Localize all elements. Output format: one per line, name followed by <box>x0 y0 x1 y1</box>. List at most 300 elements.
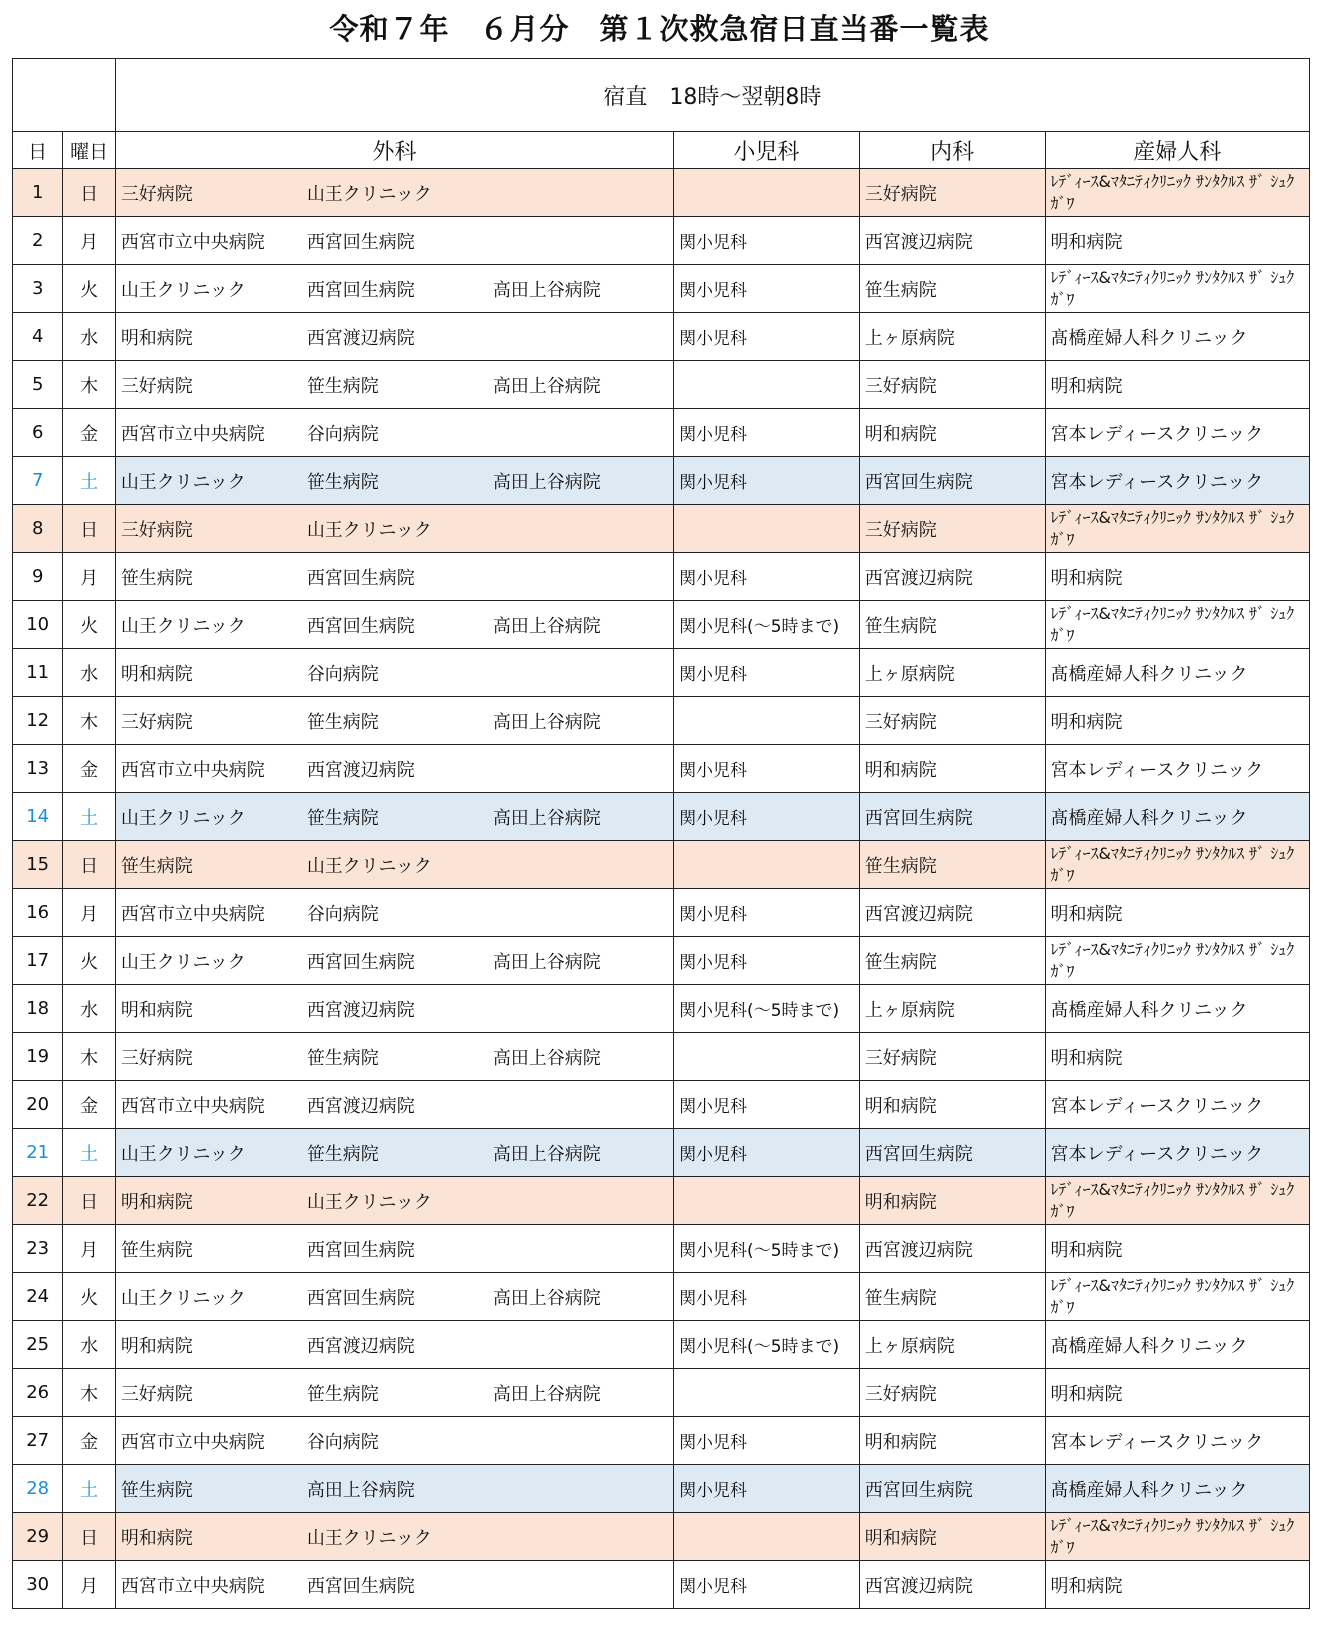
internal-cell: 西宮回生病院 <box>859 1129 1045 1177</box>
obgyn-hospital: 明和病院 <box>1050 1047 1123 1069</box>
surgery-hospital: 谷向病院 <box>306 423 379 445</box>
surgery-cell <box>115 1129 673 1177</box>
col-header-weekday: 曜日 <box>63 132 115 169</box>
surgery-cell <box>115 1321 673 1369</box>
surgery-cell <box>115 1273 673 1321</box>
obgyn-hospital: 明和病院 <box>1050 711 1123 733</box>
pediatrics-hospital: 関小児科 <box>679 1577 748 1597</box>
surgery-hospital: 西宮市立中央病院 <box>120 231 265 253</box>
obgyn-cell <box>1045 1129 1309 1177</box>
table-row <box>13 1417 1310 1465</box>
surgery-cell <box>115 1561 673 1609</box>
surgery-hospital: 山王クリニック <box>306 855 432 877</box>
obgyn-cell <box>1045 1033 1309 1081</box>
pediatrics-hospital: 関小児科(～5時まで) <box>679 1337 840 1357</box>
surgery-cell <box>115 697 673 745</box>
day-cell: 6 <box>13 409 63 457</box>
weekday-cell: 木 <box>63 1369 115 1417</box>
surgery-hospital: 笹生病院 <box>120 1479 193 1501</box>
day-cell: 10 <box>13 601 63 649</box>
duty-roster-table <box>12 58 1310 1609</box>
obgyn-cell <box>1045 1369 1309 1417</box>
obgyn-hospital: 明和病院 <box>1050 231 1123 253</box>
pediatrics-cell <box>674 1129 860 1177</box>
obgyn-cell <box>1045 1321 1309 1369</box>
surgery-cell <box>115 1177 673 1225</box>
surgery-hospital: 明和病院 <box>120 1191 193 1213</box>
obgyn-cell <box>1045 1561 1309 1609</box>
table-row <box>13 1369 1310 1417</box>
surgery-hospital: 谷向病院 <box>306 903 379 925</box>
page-title: 令和７年 ６月分 第１次救急宿日直当番一覧表 <box>329 12 990 46</box>
obgyn-cell <box>1045 265 1309 313</box>
day-cell: 17 <box>13 937 63 985</box>
obgyn-hospital: ﾚﾃﾞｨｰｽ&ﾏﾀﾆﾃｨｸﾘﾆｯｸ ｻﾝﾀｸﾙｽ ｻﾞ ｼｭｸｶﾞﾜ <box>1050 1275 1295 1317</box>
surgery-hospital: 高田上谷病院 <box>492 1047 601 1069</box>
surgery-hospital: 三好病院 <box>120 1383 193 1405</box>
pediatrics-cell <box>674 1513 860 1561</box>
surgery-hospital: 高田上谷病院 <box>492 375 601 397</box>
obgyn-cell <box>1045 1273 1309 1321</box>
surgery-cell <box>115 601 673 649</box>
pediatrics-hospital: 関小児科 <box>679 809 748 829</box>
table-row <box>13 1321 1310 1369</box>
pediatrics-cell <box>674 361 860 409</box>
surgery-hospital: 西宮回生病院 <box>306 1239 415 1261</box>
surgery-hospital: 西宮回生病院 <box>306 279 415 301</box>
obgyn-hospital: 髙橋産婦人科クリニック <box>1050 999 1248 1021</box>
surgery-cell <box>115 169 673 217</box>
table-row <box>13 889 1310 937</box>
surgery-cell <box>115 1417 673 1465</box>
surgery-hospital: 三好病院 <box>120 183 193 205</box>
weekday-cell: 土 <box>63 1465 115 1513</box>
obgyn-cell <box>1045 169 1309 217</box>
obgyn-hospital: 髙橋産婦人科クリニック <box>1050 663 1248 685</box>
surgery-hospital: 笹生病院 <box>120 1239 193 1261</box>
obgyn-hospital: ﾚﾃﾞｨｰｽ&ﾏﾀﾆﾃｨｸﾘﾆｯｸ ｻﾝﾀｸﾙｽ ｻﾞ ｼｭｸｶﾞﾜ <box>1050 939 1295 981</box>
pediatrics-hospital: 関小児科 <box>679 1481 748 1501</box>
day-cell: 5 <box>13 361 63 409</box>
surgery-hospital: 西宮回生病院 <box>306 1575 415 1597</box>
surgery-hospital: 高田上谷病院 <box>492 1383 601 1405</box>
table-row <box>13 793 1310 841</box>
obgyn-hospital: ﾚﾃﾞｨｰｽ&ﾏﾀﾆﾃｨｸﾘﾆｯｸ ｻﾝﾀｸﾙｽ ｻﾞ ｼｭｸｶﾞﾜ <box>1050 171 1295 213</box>
weekday-cell: 金 <box>63 1081 115 1129</box>
col-header-pediatrics: 小児科 <box>674 132 860 169</box>
surgery-hospital: 西宮市立中央病院 <box>120 423 265 445</box>
pediatrics-hospital: 関小児科 <box>679 425 748 445</box>
surgery-hospital: 西宮市立中央病院 <box>120 759 265 781</box>
internal-cell: 西宮回生病院 <box>859 793 1045 841</box>
day-cell: 2 <box>13 217 63 265</box>
obgyn-hospital: 明和病院 <box>1050 1383 1123 1405</box>
surgery-hospital: 明和病院 <box>120 663 193 685</box>
obgyn-cell <box>1045 649 1309 697</box>
table-row <box>13 697 1310 745</box>
surgery-cell <box>115 409 673 457</box>
pediatrics-hospital: 関小児科 <box>679 1289 748 1309</box>
day-cell: 19 <box>13 1033 63 1081</box>
pediatrics-hospital: 関小児科(～5時まで) <box>679 1241 840 1261</box>
table-row <box>13 601 1310 649</box>
surgery-hospital: 高田上谷病院 <box>492 279 601 301</box>
pediatrics-cell <box>674 793 860 841</box>
table-row <box>13 169 1310 217</box>
obgyn-cell <box>1045 1081 1309 1129</box>
day-cell: 9 <box>13 553 63 601</box>
obgyn-cell <box>1045 409 1309 457</box>
pediatrics-hospital: 関小児科 <box>679 1145 748 1165</box>
pediatrics-cell <box>674 1465 860 1513</box>
day-cell: 18 <box>13 985 63 1033</box>
pediatrics-hospital: 関小児科 <box>679 1097 748 1117</box>
obgyn-cell <box>1045 793 1309 841</box>
pediatrics-cell <box>674 649 860 697</box>
surgery-cell <box>115 793 673 841</box>
table-row <box>13 1081 1310 1129</box>
pediatrics-cell <box>674 1273 860 1321</box>
column-header-row <box>13 132 1310 169</box>
pediatrics-hospital: 関小児科(～5時まで) <box>679 1001 840 1021</box>
day-cell: 21 <box>13 1129 63 1177</box>
weekday-cell: 月 <box>63 889 115 937</box>
obgyn-cell <box>1045 985 1309 1033</box>
obgyn-hospital: 宮本レディースクリニック <box>1050 759 1264 781</box>
pediatrics-cell <box>674 1225 860 1273</box>
obgyn-cell <box>1045 553 1309 601</box>
weekday-cell: 金 <box>63 409 115 457</box>
surgery-hospital: 高田上谷病院 <box>492 615 601 637</box>
table-row <box>13 985 1310 1033</box>
obgyn-cell <box>1045 1513 1309 1561</box>
pediatrics-cell <box>674 745 860 793</box>
internal-cell: 笹生病院 <box>859 601 1045 649</box>
header-blank-cell <box>13 59 116 132</box>
obgyn-hospital: ﾚﾃﾞｨｰｽ&ﾏﾀﾆﾃｨｸﾘﾆｯｸ ｻﾝﾀｸﾙｽ ｻﾞ ｼｭｸｶﾞﾜ <box>1050 603 1295 645</box>
day-cell: 28 <box>13 1465 63 1513</box>
internal-cell: 西宮渡辺病院 <box>859 553 1045 601</box>
internal-cell: 三好病院 <box>859 1033 1045 1081</box>
table-row <box>13 1177 1310 1225</box>
pediatrics-cell <box>674 1177 860 1225</box>
surgery-hospital: 笹生病院 <box>306 1383 379 1405</box>
obgyn-cell <box>1045 745 1309 793</box>
obgyn-hospital: ﾚﾃﾞｨｰｽ&ﾏﾀﾆﾃｨｸﾘﾆｯｸ ｻﾝﾀｸﾙｽ ｻﾞ ｼｭｸｶﾞﾜ <box>1050 1515 1295 1557</box>
surgery-hospital: 山王クリニック <box>306 1527 432 1549</box>
pediatrics-cell <box>674 1081 860 1129</box>
shift-label: 宿直 18時～翌朝8時 <box>115 59 1309 132</box>
obgyn-hospital: 明和病院 <box>1050 375 1123 397</box>
day-cell: 7 <box>13 457 63 505</box>
day-cell: 8 <box>13 505 63 553</box>
day-cell: 1 <box>13 169 63 217</box>
weekday-cell: 木 <box>63 697 115 745</box>
surgery-hospital: 山王クリニック <box>120 279 246 301</box>
obgyn-cell <box>1045 1465 1309 1513</box>
table-row <box>13 841 1310 889</box>
col-header-obgyn: 産婦人科 <box>1045 132 1309 169</box>
obgyn-cell <box>1045 1225 1309 1273</box>
pediatrics-cell <box>674 841 860 889</box>
table-row <box>13 505 1310 553</box>
surgery-cell <box>115 505 673 553</box>
table-row <box>13 745 1310 793</box>
surgery-hospital: 西宮渡辺病院 <box>306 1335 415 1357</box>
obgyn-hospital: 宮本レディースクリニック <box>1050 1431 1264 1453</box>
weekday-cell: 月 <box>63 553 115 601</box>
surgery-hospital: 西宮市立中央病院 <box>120 1431 265 1453</box>
shift-header-row <box>13 59 1310 132</box>
weekday-cell: 水 <box>63 985 115 1033</box>
pediatrics-hospital: 関小児科 <box>679 329 748 349</box>
obgyn-hospital: 髙橋産婦人科クリニック <box>1050 807 1248 829</box>
internal-cell: 明和病院 <box>859 409 1045 457</box>
surgery-hospital: 西宮市立中央病院 <box>120 903 265 925</box>
table-row <box>13 553 1310 601</box>
obgyn-hospital: ﾚﾃﾞｨｰｽ&ﾏﾀﾆﾃｨｸﾘﾆｯｸ ｻﾝﾀｸﾙｽ ｻﾞ ｼｭｸｶﾞﾜ <box>1050 843 1295 885</box>
obgyn-cell <box>1045 601 1309 649</box>
surgery-hospital: 山王クリニック <box>306 519 432 541</box>
table-row <box>13 649 1310 697</box>
weekday-cell: 土 <box>63 793 115 841</box>
surgery-hospital: 高田上谷病院 <box>492 951 601 973</box>
surgery-hospital: 山王クリニック <box>306 183 432 205</box>
surgery-hospital: 山王クリニック <box>120 807 246 829</box>
pediatrics-cell <box>674 1561 860 1609</box>
surgery-hospital: 笹生病院 <box>306 807 379 829</box>
surgery-cell <box>115 361 673 409</box>
weekday-cell: 木 <box>63 361 115 409</box>
table-row <box>13 409 1310 457</box>
surgery-hospital: 西宮回生病院 <box>306 231 415 253</box>
surgery-cell <box>115 553 673 601</box>
weekday-cell: 土 <box>63 1129 115 1177</box>
surgery-hospital: 西宮回生病院 <box>306 951 415 973</box>
surgery-hospital: 三好病院 <box>120 1047 193 1069</box>
day-cell: 20 <box>13 1081 63 1129</box>
day-cell: 16 <box>13 889 63 937</box>
surgery-cell <box>115 745 673 793</box>
table-row <box>13 1513 1310 1561</box>
weekday-cell: 日 <box>63 169 115 217</box>
table-row <box>13 1273 1310 1321</box>
internal-cell: 上ヶ原病院 <box>859 649 1045 697</box>
surgery-cell <box>115 457 673 505</box>
obgyn-cell <box>1045 1177 1309 1225</box>
internal-cell: 明和病院 <box>859 1513 1045 1561</box>
surgery-hospital: 西宮回生病院 <box>306 567 415 589</box>
internal-cell: 三好病院 <box>859 697 1045 745</box>
internal-cell: 西宮渡辺病院 <box>859 1561 1045 1609</box>
obgyn-cell <box>1045 217 1309 265</box>
table-row <box>13 457 1310 505</box>
pediatrics-cell <box>674 409 860 457</box>
pediatrics-cell <box>674 457 860 505</box>
surgery-hospital: 山王クリニック <box>120 1287 246 1309</box>
pediatrics-hospital: 関小児科 <box>679 281 748 301</box>
pediatrics-cell <box>674 313 860 361</box>
obgyn-cell <box>1045 361 1309 409</box>
internal-cell: 笹生病院 <box>859 841 1045 889</box>
weekday-cell: 火 <box>63 937 115 985</box>
weekday-cell: 日 <box>63 1513 115 1561</box>
internal-cell: 西宮渡辺病院 <box>859 217 1045 265</box>
obgyn-cell <box>1045 313 1309 361</box>
table-row <box>13 1465 1310 1513</box>
day-cell: 24 <box>13 1273 63 1321</box>
obgyn-hospital: 明和病院 <box>1050 1239 1123 1261</box>
table-row <box>13 1561 1310 1609</box>
surgery-hospital: 明和病院 <box>120 1335 193 1357</box>
weekday-cell: 水 <box>63 1321 115 1369</box>
pediatrics-cell <box>674 505 860 553</box>
weekday-cell: 金 <box>63 1417 115 1465</box>
day-cell: 3 <box>13 265 63 313</box>
surgery-hospital: 笹生病院 <box>306 471 379 493</box>
weekday-cell: 火 <box>63 1273 115 1321</box>
obgyn-hospital: 髙橋産婦人科クリニック <box>1050 1479 1248 1501</box>
surgery-cell <box>115 937 673 985</box>
surgery-hospital: 谷向病院 <box>306 663 379 685</box>
internal-cell: 西宮渡辺病院 <box>859 889 1045 937</box>
weekday-cell: 月 <box>63 1561 115 1609</box>
day-cell: 30 <box>13 1561 63 1609</box>
pediatrics-hospital: 関小児科 <box>679 473 748 493</box>
pediatrics-hospital: 関小児科 <box>679 569 748 589</box>
obgyn-cell <box>1045 505 1309 553</box>
pediatrics-cell <box>674 601 860 649</box>
pediatrics-cell <box>674 217 860 265</box>
pediatrics-hospital: 関小児科 <box>679 953 748 973</box>
pediatrics-hospital: 関小児科 <box>679 761 748 781</box>
surgery-hospital: 山王クリニック <box>120 1143 246 1165</box>
weekday-cell: 金 <box>63 745 115 793</box>
surgery-hospital: 高田上谷病院 <box>492 711 601 733</box>
pediatrics-cell <box>674 169 860 217</box>
surgery-hospital: 西宮回生病院 <box>306 1287 415 1309</box>
obgyn-hospital: 髙橋産婦人科クリニック <box>1050 327 1248 349</box>
surgery-hospital: 笹生病院 <box>306 375 379 397</box>
weekday-cell: 火 <box>63 265 115 313</box>
surgery-cell <box>115 649 673 697</box>
surgery-hospital: 明和病院 <box>120 1527 193 1549</box>
obgyn-hospital: 宮本レディースクリニック <box>1050 1095 1264 1117</box>
surgery-hospital: 高田上谷病院 <box>306 1479 415 1501</box>
weekday-cell: 日 <box>63 505 115 553</box>
pediatrics-cell <box>674 265 860 313</box>
surgery-hospital: 西宮市立中央病院 <box>120 1575 265 1597</box>
internal-cell: 明和病院 <box>859 1417 1045 1465</box>
surgery-cell <box>115 889 673 937</box>
table-row <box>13 265 1310 313</box>
weekday-cell: 土 <box>63 457 115 505</box>
obgyn-cell <box>1045 457 1309 505</box>
surgery-hospital: 三好病院 <box>120 711 193 733</box>
surgery-hospital: 山王クリニック <box>306 1191 432 1213</box>
pediatrics-cell <box>674 1321 860 1369</box>
surgery-hospital: 山王クリニック <box>120 615 246 637</box>
day-cell: 23 <box>13 1225 63 1273</box>
surgery-cell <box>115 1465 673 1513</box>
day-cell: 26 <box>13 1369 63 1417</box>
table-row <box>13 1033 1310 1081</box>
day-cell: 12 <box>13 697 63 745</box>
internal-cell: 西宮回生病院 <box>859 1465 1045 1513</box>
weekday-cell: 日 <box>63 841 115 889</box>
surgery-cell <box>115 217 673 265</box>
surgery-hospital: 高田上谷病院 <box>492 471 601 493</box>
obgyn-cell <box>1045 697 1309 745</box>
obgyn-hospital: 明和病院 <box>1050 1575 1123 1597</box>
weekday-cell: 水 <box>63 313 115 361</box>
weekday-cell: 水 <box>63 649 115 697</box>
table-row <box>13 1129 1310 1177</box>
surgery-hospital: 高田上谷病院 <box>492 1287 601 1309</box>
pediatrics-cell <box>674 889 860 937</box>
surgery-cell <box>115 841 673 889</box>
day-cell: 29 <box>13 1513 63 1561</box>
weekday-cell: 日 <box>63 1177 115 1225</box>
day-cell: 15 <box>13 841 63 889</box>
pediatrics-cell <box>674 1033 860 1081</box>
obgyn-hospital: 明和病院 <box>1050 567 1123 589</box>
surgery-hospital: 笹生病院 <box>306 1047 379 1069</box>
surgery-hospital: 三好病院 <box>120 519 193 541</box>
weekday-cell: 火 <box>63 601 115 649</box>
day-cell: 4 <box>13 313 63 361</box>
internal-cell: 明和病院 <box>859 1081 1045 1129</box>
table-row <box>13 313 1310 361</box>
day-cell: 27 <box>13 1417 63 1465</box>
surgery-cell <box>115 1033 673 1081</box>
surgery-hospital: 笹生病院 <box>306 711 379 733</box>
surgery-cell <box>115 1081 673 1129</box>
surgery-cell <box>115 313 673 361</box>
surgery-hospital: 西宮市立中央病院 <box>120 1095 265 1117</box>
col-header-surgery: 外科 <box>115 132 673 169</box>
internal-cell: 上ヶ原病院 <box>859 313 1045 361</box>
internal-cell: 三好病院 <box>859 361 1045 409</box>
table-row <box>13 937 1310 985</box>
surgery-hospital: 山王クリニック <box>120 471 246 493</box>
surgery-hospital: 西宮渡辺病院 <box>306 1095 415 1117</box>
col-header-internal: 内科 <box>859 132 1045 169</box>
obgyn-hospital: ﾚﾃﾞｨｰｽ&ﾏﾀﾆﾃｨｸﾘﾆｯｸ ｻﾝﾀｸﾙｽ ｻﾞ ｼｭｸｶﾞﾜ <box>1050 507 1295 549</box>
internal-cell: 三好病院 <box>859 1369 1045 1417</box>
day-cell: 13 <box>13 745 63 793</box>
weekday-cell: 月 <box>63 1225 115 1273</box>
pediatrics-cell <box>674 1369 860 1417</box>
obgyn-hospital: 髙橋産婦人科クリニック <box>1050 1335 1248 1357</box>
obgyn-hospital: 宮本レディースクリニック <box>1050 1143 1264 1165</box>
surgery-hospital: 高田上谷病院 <box>492 1143 601 1165</box>
surgery-hospital: 谷向病院 <box>306 1431 379 1453</box>
surgery-cell <box>115 1369 673 1417</box>
table-row <box>13 1225 1310 1273</box>
obgyn-cell <box>1045 1417 1309 1465</box>
obgyn-hospital: 宮本レディースクリニック <box>1050 423 1264 445</box>
day-cell: 22 <box>13 1177 63 1225</box>
internal-cell: 上ヶ原病院 <box>859 1321 1045 1369</box>
day-cell: 11 <box>13 649 63 697</box>
pediatrics-hospital: 関小児科 <box>679 665 748 685</box>
surgery-cell <box>115 1513 673 1561</box>
surgery-hospital: 三好病院 <box>120 375 193 397</box>
day-cell: 25 <box>13 1321 63 1369</box>
internal-cell: 笹生病院 <box>859 1273 1045 1321</box>
internal-cell: 西宮回生病院 <box>859 457 1045 505</box>
